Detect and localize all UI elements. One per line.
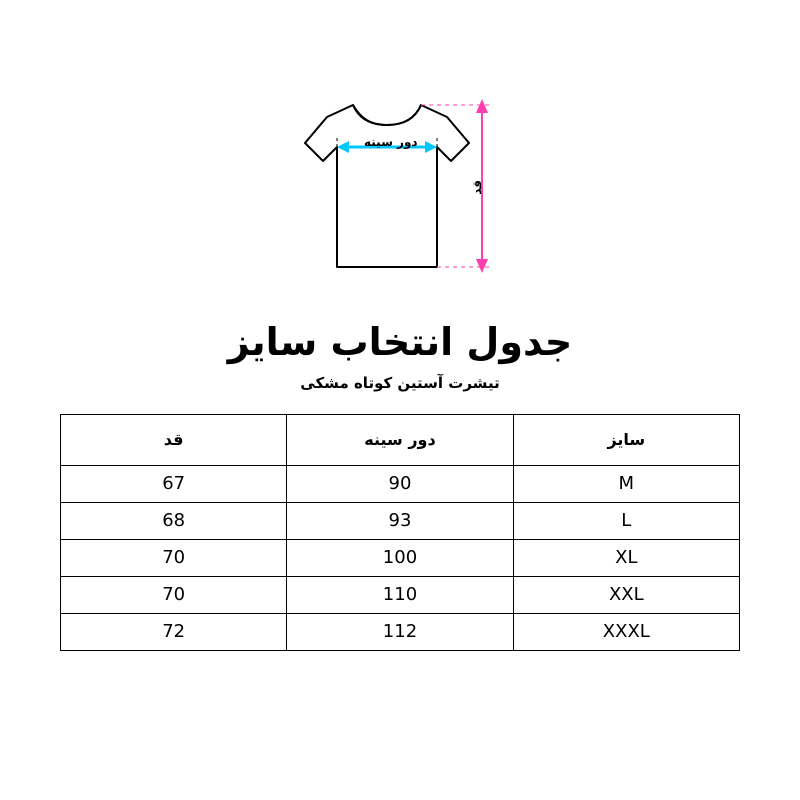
cell-size: XXL bbox=[513, 576, 739, 613]
column-header-size: سایز bbox=[513, 414, 739, 465]
tshirt-body-path bbox=[305, 105, 469, 267]
cell-chest: 112 bbox=[287, 613, 513, 650]
page-title: جدول انتخاب سایز bbox=[227, 320, 573, 364]
cell-chest: 100 bbox=[287, 539, 513, 576]
cell-size: XXXL bbox=[513, 613, 739, 650]
size-table bbox=[60, 414, 740, 651]
cell-chest: 90 bbox=[287, 465, 513, 502]
cell-size: M bbox=[513, 465, 739, 502]
height-measure-label: قد bbox=[470, 180, 484, 195]
cell-height: 70 bbox=[61, 539, 287, 576]
tshirt-illustration bbox=[275, 75, 525, 295]
cell-height: 72 bbox=[61, 613, 287, 650]
cell-height: 70 bbox=[61, 576, 287, 613]
cell-height: 67 bbox=[61, 465, 287, 502]
table-row bbox=[61, 502, 740, 539]
table-row bbox=[61, 539, 740, 576]
table-row bbox=[61, 576, 740, 613]
cell-chest: 93 bbox=[287, 502, 513, 539]
table-row bbox=[61, 465, 740, 502]
cell-size: L bbox=[513, 502, 739, 539]
cell-chest: 110 bbox=[287, 576, 513, 613]
tshirt-diagram bbox=[0, 0, 800, 300]
cell-height: 68 bbox=[61, 502, 287, 539]
chest-measure-label: دور سینه bbox=[364, 135, 418, 149]
column-header-chest: دور سینه bbox=[287, 414, 513, 465]
cell-size: XL bbox=[513, 539, 739, 576]
table-row bbox=[61, 613, 740, 650]
page-subtitle: تیشرت آستین کوتاه مشکی bbox=[300, 373, 500, 392]
column-header-height: قد bbox=[61, 414, 287, 465]
table-header-row bbox=[61, 414, 740, 465]
